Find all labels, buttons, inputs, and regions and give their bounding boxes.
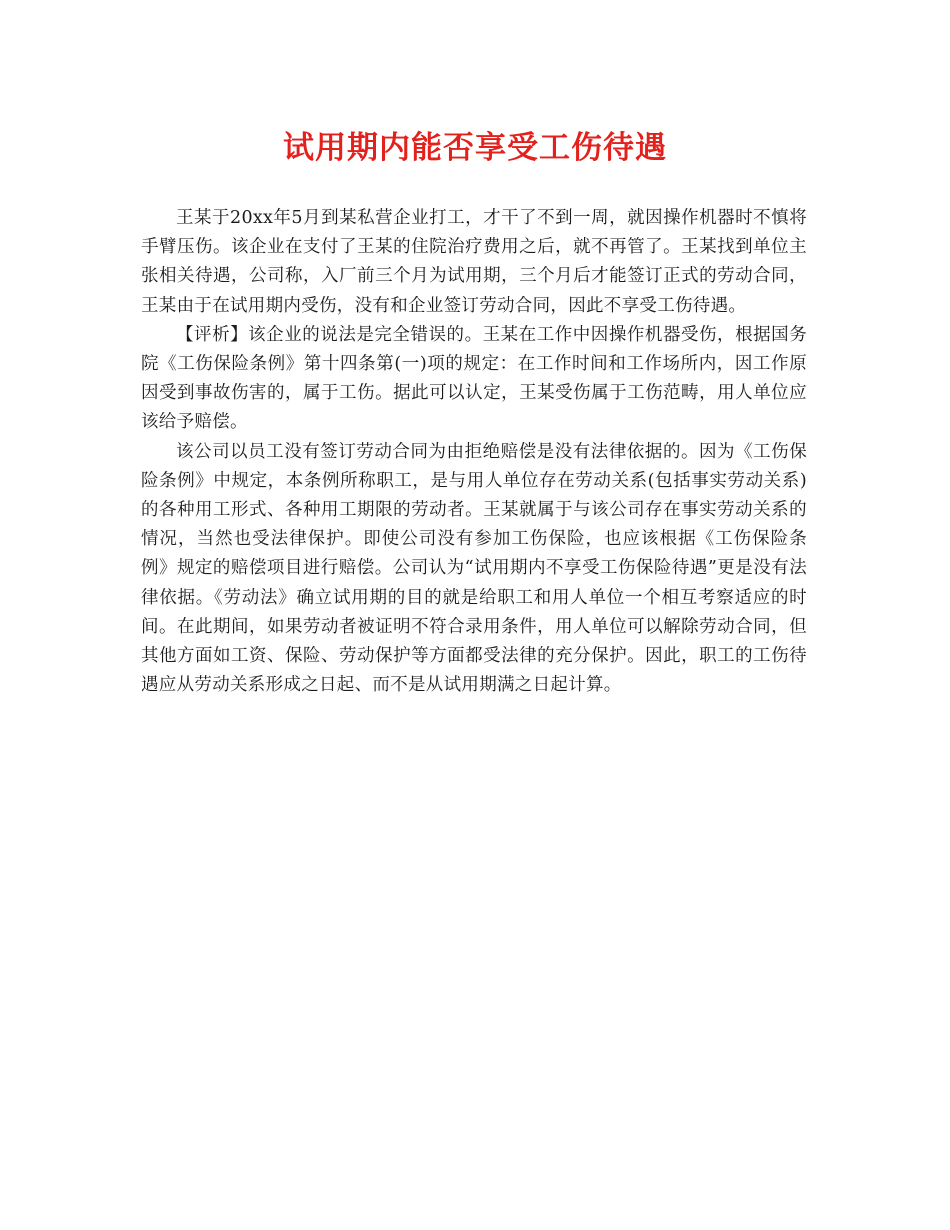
document-title: 试用期内能否享受工伤待遇 xyxy=(283,130,667,166)
document-body xyxy=(141,204,807,700)
paragraph-analysis: 【评析】该企业的说法是完全错误的。王某在工作中因操作机器受伤，根据国务院《工伤保险条例》第十四条第(一)项的规定：在工作时间和工作场所内，因工作原因受到事故伤害的，属于工伤。据此可以认定，王某受伤属于工伤范畴，用人单位应该给予赔偿。 xyxy=(141,324,807,433)
paragraph-legal-basis: 该公司以员工没有签订劳动合同为由拒绝赔偿是没有法律依据的。因为《工伤保险条例》中规定，本条例所称职工，是与用人单位存在劳动关系(包括事实劳动关系)的各种用工形式、各种用工期限的劳动者。王某就属于与该公司存在事实劳动关系的情况，当然也受法律保护。即使公司没有参加工伤保险，也应该根据《工伤保险条例》规定的赔偿项目进行赔偿。公司认为“试用期内不享受工伤保险待遇”更是没有法律依据。《劳动法》确立试用期的目的就是给职工和用人单位一个相互考察适应的时间。在此期间，如果劳动者被证明不符合录用条件，用人单位可以解除劳动合同，但其他方面如工资、保险、劳动保护等方面都受法律的充分保护。因此，职工的工伤待遇应从劳动关系形成之日起、而不是从试用期满之日起计算。 xyxy=(141,441,807,696)
paragraph-case-description: 王某于20xx年5月到某私营企业打工，才干了不到一周，就因操作机器时不慎将手臂压伤。该企业在支付了王某的住院治疗费用之后，就不再管了。王某找到单位主张相关待遇，公司称，入厂前三个月为试用期，三个月后才能签订正式的劳动合同，王某由于在试用期内受伤，没有和企业签订劳动合同，因此不享受工伤待遇。 xyxy=(141,208,807,316)
